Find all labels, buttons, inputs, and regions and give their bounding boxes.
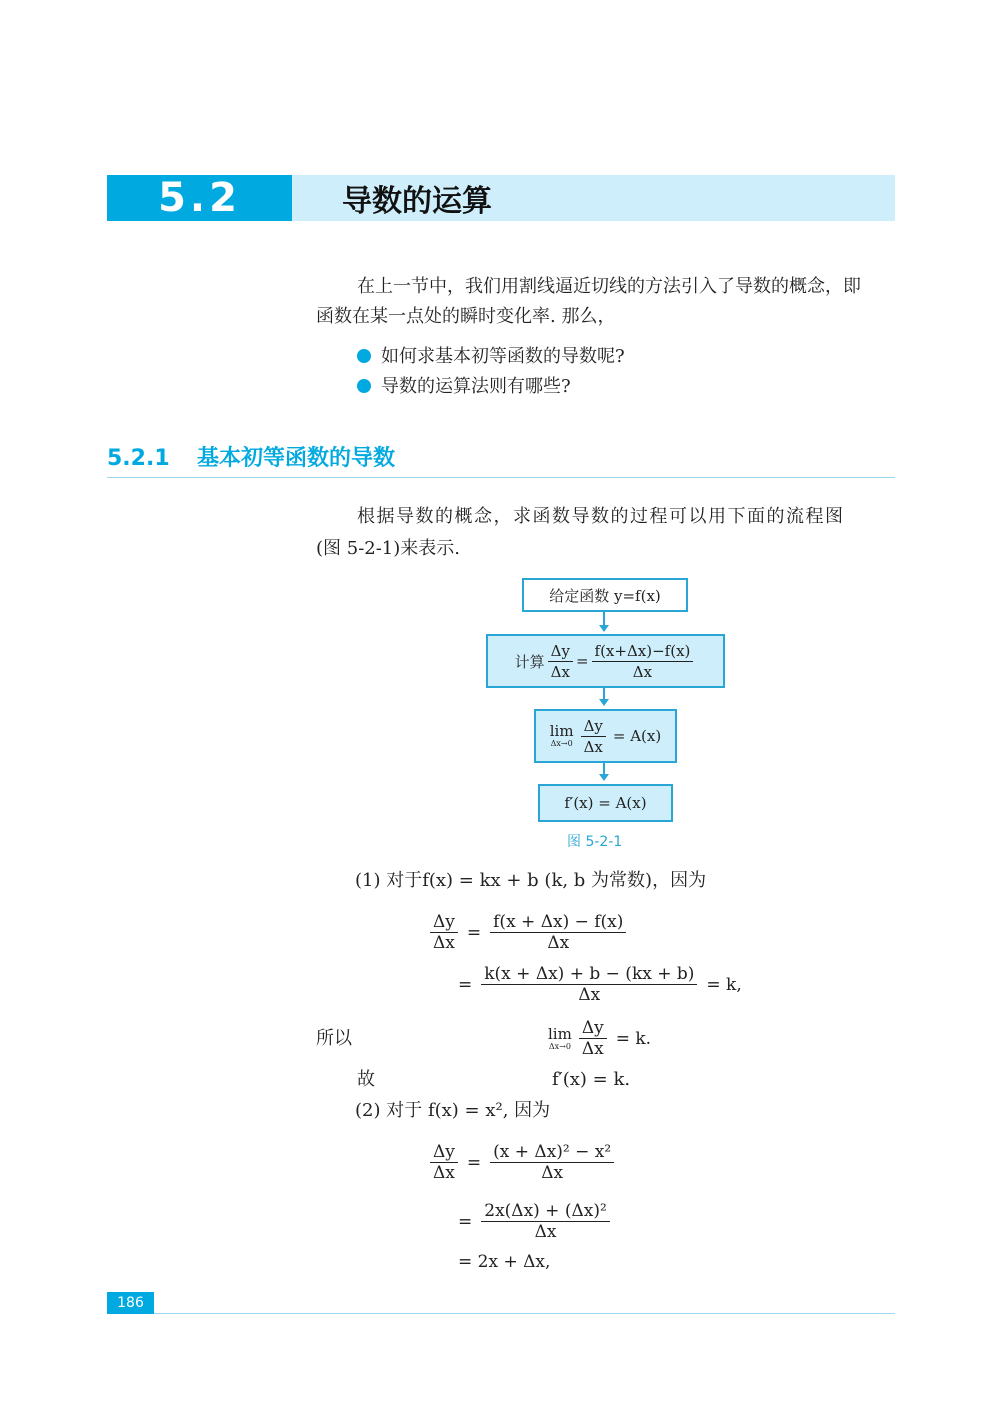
- flowchart-step-2-lhs: [548, 641, 573, 682]
- flowchart-arrow-icon: [603, 688, 605, 704]
- numerator: Δy: [581, 716, 606, 737]
- rhs-fraction: [481, 964, 697, 1005]
- example-1-intro: (1) 对于f(x) = kx + b (k, b 为常数)，因为: [355, 870, 707, 891]
- bullet-dot-icon: [357, 349, 371, 363]
- flowchart-step-1: [522, 578, 688, 612]
- numerator: 2x(Δx) + (Δx)²: [481, 1201, 610, 1222]
- flowchart-step-2: 计算 $\frac{\Delta y}{\Delta x}$ = $\frac{f(x+\Delta x)-f(x)}{\Delta x}$: [486, 634, 725, 688]
- example-1-eq-2: = $\frac{k(x + \Delta x) + b - (kx + b)}{\Delta x}$ = k,: [458, 964, 742, 1005]
- numerator: Δy: [579, 1018, 607, 1039]
- bullet-dot-icon: [357, 379, 371, 393]
- flowchart-step-1-text: 给定函数 y=f(x): [549, 586, 661, 605]
- flowchart-step-3: [534, 709, 677, 763]
- flowchart-step-3-frac: [581, 716, 606, 757]
- para2-line-1: 根据导数的概念，求函数导数的过程可以用下面的流程图: [357, 506, 845, 527]
- lhs-fraction: [430, 912, 458, 953]
- intro-line-2: 函数在某一点处的瞬时变化率. 那么，: [316, 306, 616, 327]
- denominator: Δx: [583, 737, 603, 756]
- denominator: Δx: [534, 1222, 557, 1242]
- bullet-text: 导数的运算法则有哪些?: [381, 376, 571, 397]
- numerator: Δy: [430, 1142, 458, 1163]
- rhs-fraction: [481, 1201, 610, 1242]
- limit-subscript: Δx→0: [548, 1041, 571, 1051]
- flowchart-step-4-text: f′(x) = A(x): [564, 794, 647, 812]
- lhs-fraction: [430, 1142, 458, 1183]
- flowchart-step-4: [538, 784, 673, 822]
- example-1-eq-1: $\frac{\Delta y}{\Delta x}$ = $\frac{f(x + \Delta x) - f(x)}{\Delta x}$: [427, 912, 629, 953]
- limit-rhs: = k.: [615, 1028, 652, 1049]
- numerator: Δy: [548, 641, 573, 662]
- bullet-item-2: [357, 372, 571, 402]
- example-2-eq-3: [458, 1252, 550, 1272]
- limit-text: lim: [549, 722, 574, 740]
- flowchart-step-2-prefix: 计算: [514, 652, 545, 671]
- example-2-eq-2: = $\frac{\text{2x(Δx) + (Δx)²}}{\Delta x}$: [458, 1201, 613, 1242]
- numerator: (x + Δx)² − x²: [490, 1142, 614, 1163]
- footer-rule: [107, 1313, 895, 1314]
- example-1-limit: [548, 1018, 651, 1059]
- subsection-title: 基本初等函数的导数: [197, 446, 396, 471]
- example-2-intro: (2) 对于 f(x) = x², 因为: [355, 1100, 551, 1121]
- section-title-bar: [292, 175, 895, 221]
- bullet-item-1: [357, 342, 625, 372]
- subsection-heading: [107, 441, 895, 478]
- rhs-fraction: [490, 912, 626, 953]
- eq-result: = 2x + Δx,: [458, 1252, 551, 1272]
- numerator: f(x + Δx) − f(x): [490, 912, 626, 933]
- intro-line-1: 在上一节中，我们用割线逼近切线的方法引入了导数的概念，即: [357, 276, 861, 297]
- page-number: 186: [107, 1292, 154, 1314]
- flowchart-arrow-icon: [603, 763, 605, 779]
- denominator: Δx: [433, 933, 455, 953]
- numerator: f(x+Δx)−f(x): [592, 641, 694, 662]
- denominator: Δx: [578, 985, 601, 1005]
- figure-caption: 图 5-2-1: [567, 834, 623, 850]
- limit-operator: [550, 723, 574, 749]
- para2-line-2: (图 5-2-1)来表示.: [316, 538, 461, 559]
- flowchart-step-3-rhs: = A(x): [612, 727, 662, 745]
- limit-text: lim: [548, 1024, 572, 1043]
- so-label: 所以: [316, 1028, 352, 1049]
- numerator: Δy: [430, 912, 458, 933]
- example-2-eq-1: $\frac{\Delta y}{\Delta x}$ = $\frac{\text{(x + Δx)² − x²}}{\Delta x}$: [427, 1142, 617, 1183]
- numerator: k(x + Δx) + b − (kx + b): [481, 964, 697, 985]
- denominator: Δx: [632, 662, 653, 681]
- eq-tail: = k,: [706, 974, 742, 995]
- limit-operator: [548, 1026, 572, 1052]
- flowchart-step-2-rhs: [592, 641, 694, 682]
- section-number: 5.2: [107, 175, 292, 221]
- denominator: Δx: [541, 1163, 564, 1183]
- limit-fraction: [579, 1018, 607, 1059]
- subsection-number: 5.2.1: [107, 446, 170, 471]
- denominator: Δx: [433, 1163, 455, 1183]
- limit-subscript: Δx→0: [550, 739, 573, 748]
- hence-expression: f′(x) = k.: [552, 1069, 631, 1090]
- bullet-text: 如何求基本初等函数的导数呢?: [381, 346, 625, 367]
- rhs-fraction: [490, 1142, 614, 1183]
- flowchart-arrow-icon: [603, 612, 605, 630]
- hence-label: 故: [357, 1069, 375, 1090]
- section-title: 导数的运算: [342, 184, 492, 219]
- denominator: Δx: [550, 662, 570, 681]
- denominator: Δx: [581, 1039, 604, 1059]
- denominator: Δx: [547, 933, 570, 953]
